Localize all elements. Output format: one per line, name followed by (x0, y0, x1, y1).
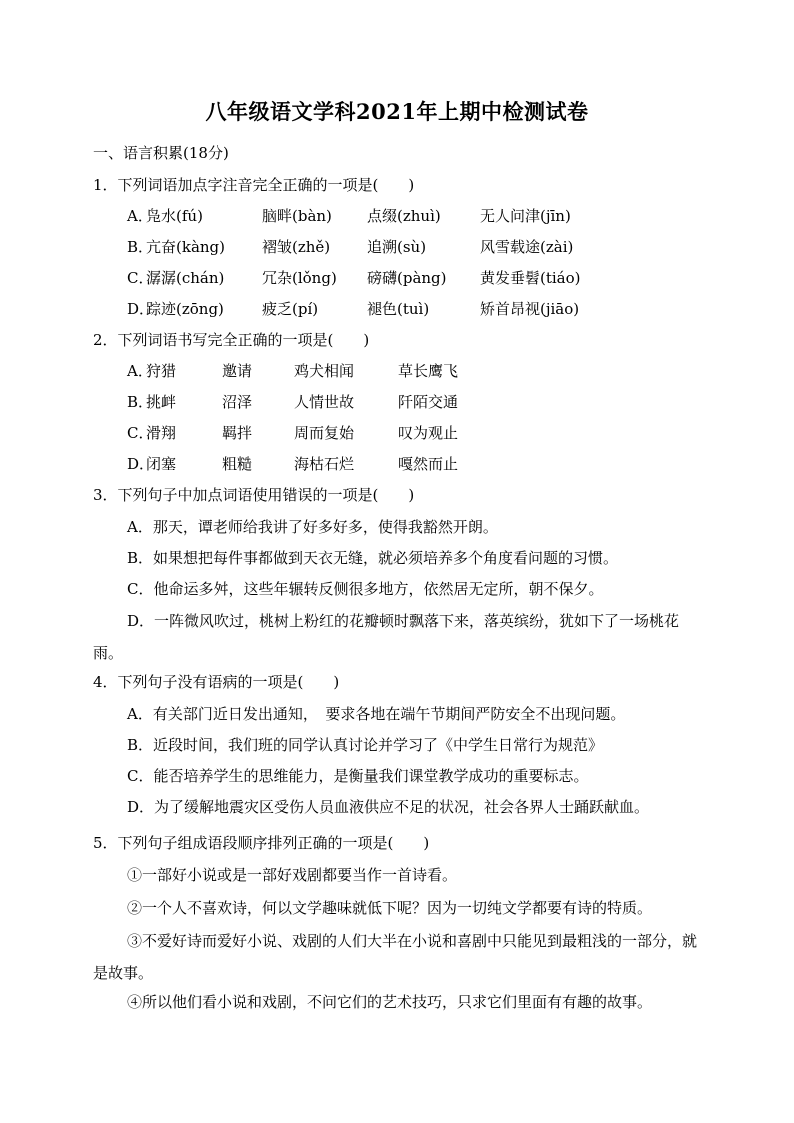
option-line-wrapped (93, 605, 699, 669)
option-line: C．他命运多舛，这些年辗转反侧很多地方，依然居无定所，朝不保夕。 (127, 580, 604, 598)
option-letter: D． (127, 455, 155, 473)
option-word: 无人问津(jīn) (480, 207, 571, 225)
question-5-stem: 5．下列句子组成语段顺序排列正确的一项是( ) (93, 834, 430, 852)
option-line: B．如果想把每件事都做到天衣无缝，就必须培养多个角度看问题的习惯。 (127, 549, 619, 567)
option-letter: C． (127, 269, 154, 287)
question-2-stem: 2．下列词语书写完全正确的一项是( ) (93, 331, 370, 349)
option-word: 磅礴(pàng) (367, 269, 447, 287)
option-word: 风雪载途(zài) (480, 238, 574, 256)
option-word: 亢奋(kàng) (146, 238, 225, 256)
question-1-stem: 1．下列词语加点字注音完全正确的一项是( ) (93, 176, 415, 194)
option-word: 粗糙 (222, 455, 253, 473)
option-letter: A． (127, 362, 153, 380)
option-word: 褶皱(zhě) (262, 238, 331, 256)
option-word: 黄发垂髫(tiáo) (480, 269, 581, 287)
option-word: 嘎然而止 (398, 455, 459, 473)
option-letter: C． (127, 424, 154, 442)
option-word: 邀请 (222, 362, 253, 380)
option-letter: D． (127, 300, 155, 318)
option-word: 点缀(zhuì) (367, 207, 441, 225)
option-line: D．为了缓解地震灾区受伤人员血液供应不足的状况，社会各界人士踊跃献血。 (127, 798, 650, 816)
option-word: 矫首昂视(jiāo) (480, 300, 580, 318)
option-word: 沼泽 (222, 393, 253, 411)
section-heading: 一、语言积累(18分) (93, 144, 229, 162)
option-word: 羁拌 (222, 424, 253, 442)
exam-title: 八年级语文学科2021年上期中检测试卷 (205, 99, 589, 124)
option-word: 阡陌交通 (398, 393, 459, 411)
option-line: A．那天，谭老师给我讲了好多好多，使得我豁然开朗。 (127, 518, 498, 536)
option-line: A．有关部门近日发出通知， 要求各地在端午节期间严防安全不出现问题。 (127, 705, 626, 723)
option-word: 挑衅 (146, 393, 177, 411)
sentence-line: ④所以他们看小说和戏剧，不问它们的艺术技巧，只求它们里面有有趣的故事。 (127, 993, 653, 1011)
option-word: 潺潺(chán) (146, 269, 225, 287)
sentence-line: ②一个人不喜欢诗，何以文学趣味就低下呢？因为一切纯文学都要有诗的特质。 (127, 899, 653, 917)
option-word: 踪迹(zōng) (146, 300, 224, 318)
option-word: 鸡犬相闻 (294, 362, 355, 380)
sentence-line: ①一部好小说或是一部好戏剧都要当作一首诗看。 (127, 866, 458, 884)
option-text: D．一阵微风吹过，桃树上粉红的花瓣顿时飘落下来，落英缤纷，犹如下了一场桃花雨。 (93, 612, 680, 662)
option-word: 追溯(sù) (367, 238, 427, 256)
option-word: 冗杂(lǒng) (262, 269, 337, 287)
option-word: 人情世故 (294, 393, 355, 411)
sentence-text: ③不爱好诗而爱好小说、戏剧的人们大半在小说和喜剧中只能见到最粗浅的一部分，就是故事。 (93, 932, 698, 982)
option-word: 褪色(tuì) (367, 300, 430, 318)
option-word: 凫水(fú) (146, 207, 203, 225)
option-word: 闭塞 (146, 455, 177, 473)
question-3-stem: 3．下列句子中加点词语使用错误的一项是( ) (93, 486, 415, 504)
option-letter: A． (127, 207, 153, 225)
option-word: 滑翔 (146, 424, 177, 442)
option-word: 疲乏(pí) (262, 300, 319, 318)
question-4-stem: 4．下列句子没有语病的一项是( ) (93, 673, 340, 691)
option-letter: B． (127, 393, 154, 411)
option-word: 海枯石烂 (294, 455, 355, 473)
option-line: C．能否培养学生的思维能力，是衡量我们课堂教学成功的重要标志。 (127, 767, 589, 785)
option-word: 草长鹰飞 (398, 362, 459, 380)
option-letter: B． (127, 238, 154, 256)
option-word: 周而复始 (294, 424, 355, 442)
option-word: 叹为观止 (398, 424, 459, 442)
sentence-line-wrapped (93, 925, 699, 989)
option-word: 狩猎 (146, 362, 177, 380)
option-word: 脑畔(bàn) (262, 207, 332, 225)
option-line: B．近段时间，我们班的同学认真讨论并学习了《中学生日常行为规范》 (127, 736, 604, 754)
